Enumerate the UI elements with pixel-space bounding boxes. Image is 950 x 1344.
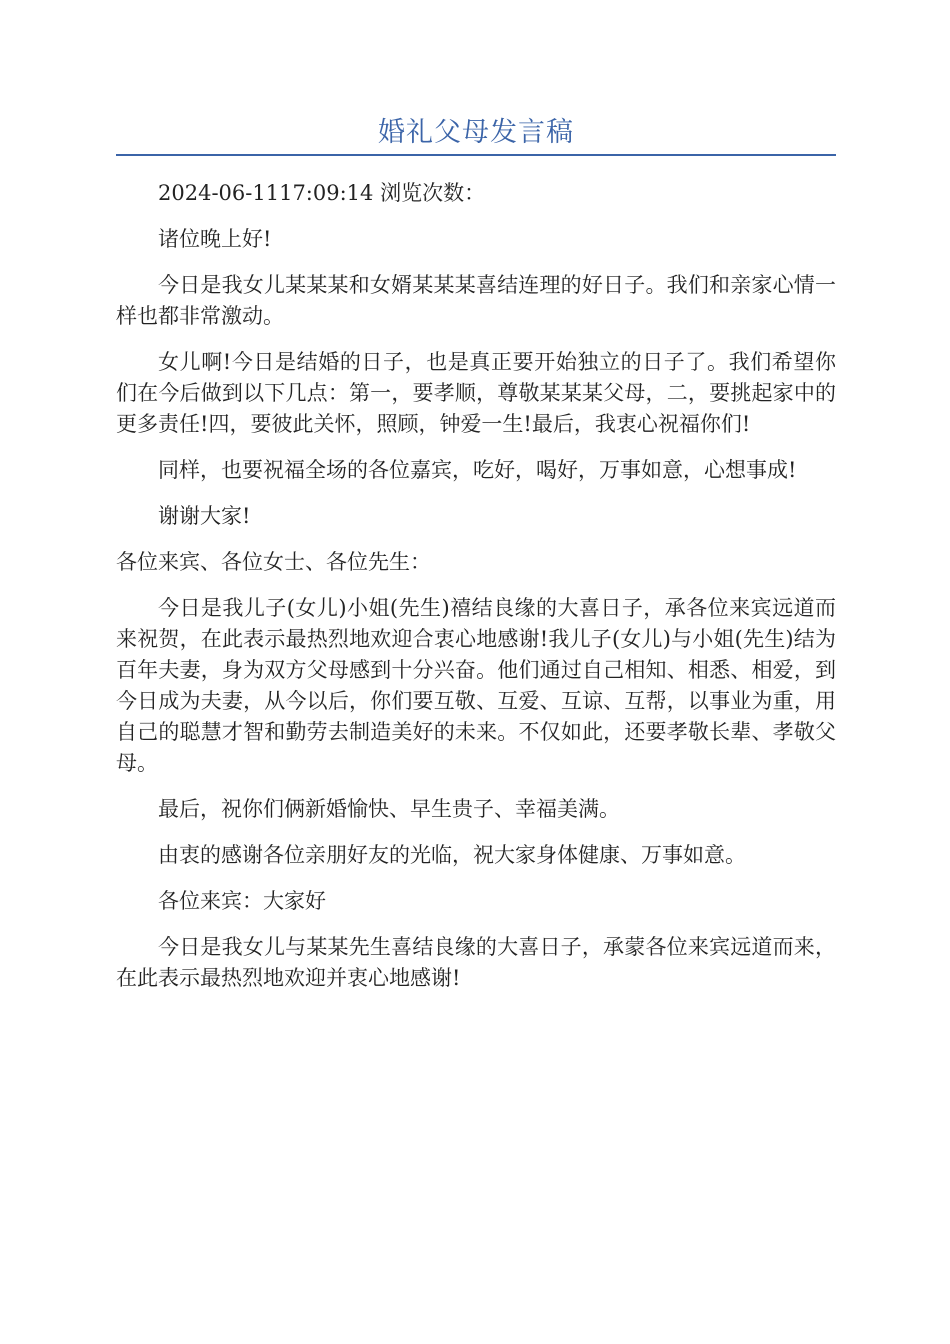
paragraph: 各位来宾、各位女士、各位先生： xyxy=(116,550,431,574)
paragraph: 由衷的感谢各位亲朋好友的光临，祝大家身体健康、万事如意。 xyxy=(158,843,746,867)
document-page xyxy=(116,0,836,1009)
document-title: 婚礼父母发言稿 xyxy=(378,117,574,148)
paragraph: 同样，也要祝福全场的各位嘉宾，吃好，喝好，万事如意，心想事成! xyxy=(158,458,797,482)
title-underline-divider xyxy=(116,154,836,156)
paragraph: 最后，祝你们俩新婚愉快、早生贵子、幸福美满。 xyxy=(158,797,620,821)
paragraph: 今日是我女儿某某某和女婿某某某喜结连理的好日子。我们和亲家心情一样也都非常激动。 xyxy=(116,273,836,328)
paragraph: 诸位晚上好! xyxy=(158,227,272,251)
paragraph: 今日是我儿子(女儿)小姐(先生)禧结良缘的大喜日子，承各位来宾远道而来祝贺，在此表示最热烈地欢迎合衷心地感谢!我儿子(女儿)与小姐(先生)结为百年夫妻，身为双方父母感到十分兴奋。他们通过自己相知、相悉、相爱，到今日成为夫妻，从今以后，你们要互敬、互爱、互谅、互帮，以事业为重，用自己的聪慧才智和勤劳去制造美好的未来。不仅如此，还要孝敬长辈、孝敬父母。 xyxy=(116,596,836,775)
meta-line: 2024-06-1117:09:14 浏览次数： xyxy=(158,181,486,205)
paragraph: 各位来宾：大家好 xyxy=(158,889,326,913)
paragraph: 谢谢大家! xyxy=(158,504,251,528)
document-body xyxy=(116,178,836,994)
paragraph: 今日是我女儿与某某先生喜结良缘的大喜日子，承蒙各位来宾远道而来，在此表示最热烈地欢迎并衷心地感谢! xyxy=(116,935,836,990)
paragraph: 女儿啊!今日是结婚的日子，也是真正要开始独立的日子了。我们希望你们在今后做到以下几点：第一，要孝顺，尊敬某某某父母，二，要挑起家中的更多责任!四，要彼此关怀，照顾，钟爱一生!最后，我衷心祝福你们! xyxy=(116,350,836,436)
